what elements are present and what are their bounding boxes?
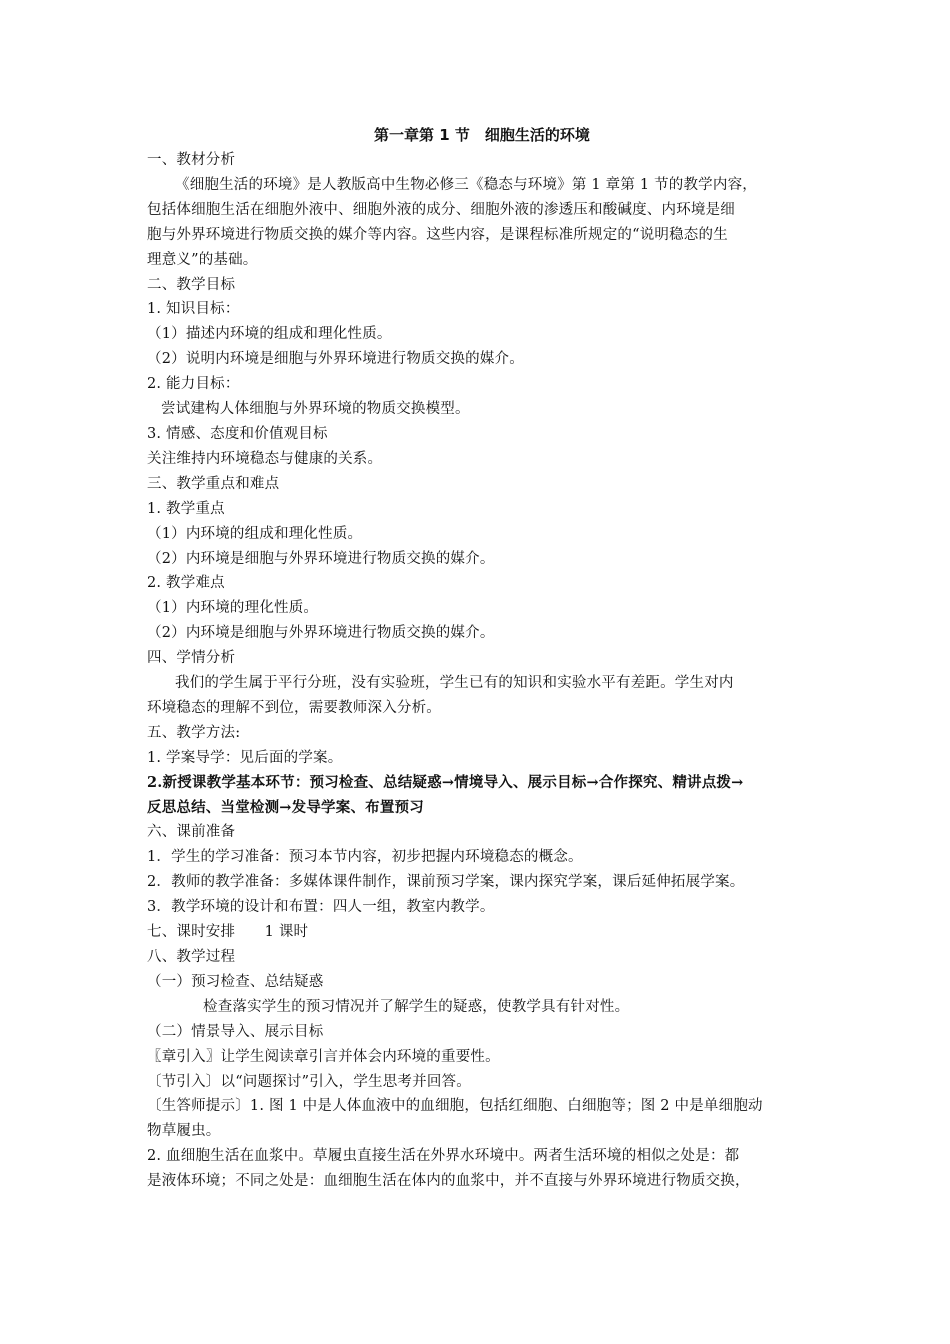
text-line: 检查落实学生的预习情况并了解学生的疑惑，使教学具有针对性。 [203, 998, 630, 1015]
text-line: 2．教师的教学准备：多媒体课件制作，课前预习学案，课内探究学案，课后延伸拓展学案。 [147, 874, 745, 891]
text-line: 我们的学生属于平行分班，没有实验班，学生已有的知识和实验水平有差距。学生对内 [175, 675, 734, 692]
text-line: （2）内环境是细胞与外界环境进行物质交换的媒介。 [147, 550, 495, 567]
text-line: 反思总结、当堂检测→发导学案、布置预习 [147, 798, 424, 816]
text-line: 包括体细胞生活在细胞外液中、细胞外液的成分、细胞外液的渗透压和酸碱度、内环境是细 [147, 201, 735, 218]
text-line: 3．教学环境的设计和布置：四人一组，教室内教学。 [147, 899, 495, 916]
text-line: （2）说明内环境是细胞与外界环境进行物质交换的媒介。 [147, 351, 524, 368]
text-line: 物草履虫。 [147, 1123, 221, 1140]
text-line: 2.新授课教学基本环节：预习检查、总结疑惑→情境导入、展示目标→合作探究、精讲点拨→ [147, 773, 744, 791]
text-line: 六、课前准备 [147, 824, 236, 841]
text-line: 五、教学方法: [147, 724, 241, 741]
text-line: 《细胞生活的环境》是人教版高中生物必修三《稳态与环境》第 1 章第 1 节的教学内容， [175, 176, 757, 193]
text-line: 胞与外界环境进行物质交换的媒介等内容。这些内容，是课程标准所规定的“说明稳态的生 [147, 226, 728, 243]
text-line: 2. 教学难点 [147, 575, 225, 592]
document-page [147, 122, 807, 1194]
text-line: 二、教学目标 [147, 276, 236, 293]
text-line: 1. 知识目标： [147, 301, 240, 318]
text-line: 八、教学过程 [147, 949, 236, 965]
text-line: 1. 学案导学：见后面的学案。 [147, 749, 343, 766]
text-line: 是液体环境；不同之处是：血细胞生活在体内的血浆中，并不直接与外界环境进行物质交换， [147, 1173, 750, 1190]
text-line: 三、教学重点和难点 [147, 475, 280, 492]
text-line: （2）内环境是细胞与外界环境进行物质交换的媒介。 [147, 625, 495, 642]
text-line: 一、教材分析 [147, 152, 236, 168]
text-line: 1．学生的学习准备：预习本节内容，初步把握内环境稳态的概念。 [147, 849, 583, 866]
text-line: 〔生答师提示〕1. 图 1 中是人体血液中的血细胞，包括红细胞、白细胞等；图 2 中是单细胞动 [147, 1098, 763, 1115]
text-line: （二）情景导入、展示目标 [147, 1023, 324, 1040]
text-line: （1）内环境的理化性质。 [147, 600, 319, 617]
document-body [147, 148, 807, 1194]
text-line: 〔节引入〕以“问题探讨”引入，学生思考并回答。 [147, 1073, 471, 1090]
text-line: 〖章引入〗让学生阅读章引言并体会内环境的重要性。 [147, 1048, 500, 1065]
text-line: （1）描述内环境的组成和理化性质。 [147, 326, 392, 343]
text-line: （1）内环境的组成和理化性质。 [147, 525, 363, 542]
text-line: 四、学情分析 [147, 650, 236, 667]
text-line: 2. 能力目标： [147, 376, 240, 393]
text-line: 3. 情感、态度和价值观目标 [147, 425, 328, 442]
text-line: 七、课时安排 1 课时 [147, 924, 309, 941]
text-line: 环境稳态的理解不到位，需要教师深入分析。 [147, 699, 441, 716]
text-line: 关注维持内环境稳态与健康的关系。 [147, 450, 383, 467]
text-line: 2. 血细胞生活在血浆中。草履虫直接生活在外界水环境中。两者生活环境的相似之处是：都 [147, 1148, 740, 1165]
document-title: 第一章第 1 节 细胞生活的环境 [374, 126, 590, 144]
text-line: 1. 教学重点 [147, 500, 225, 517]
text-line: （一）预习检查、总结疑惑 [147, 973, 324, 990]
text-line: 尝试建构人体细胞与外界环境的物质交换模型。 [161, 401, 470, 418]
text-line: 理意义”的基础。 [147, 251, 258, 268]
